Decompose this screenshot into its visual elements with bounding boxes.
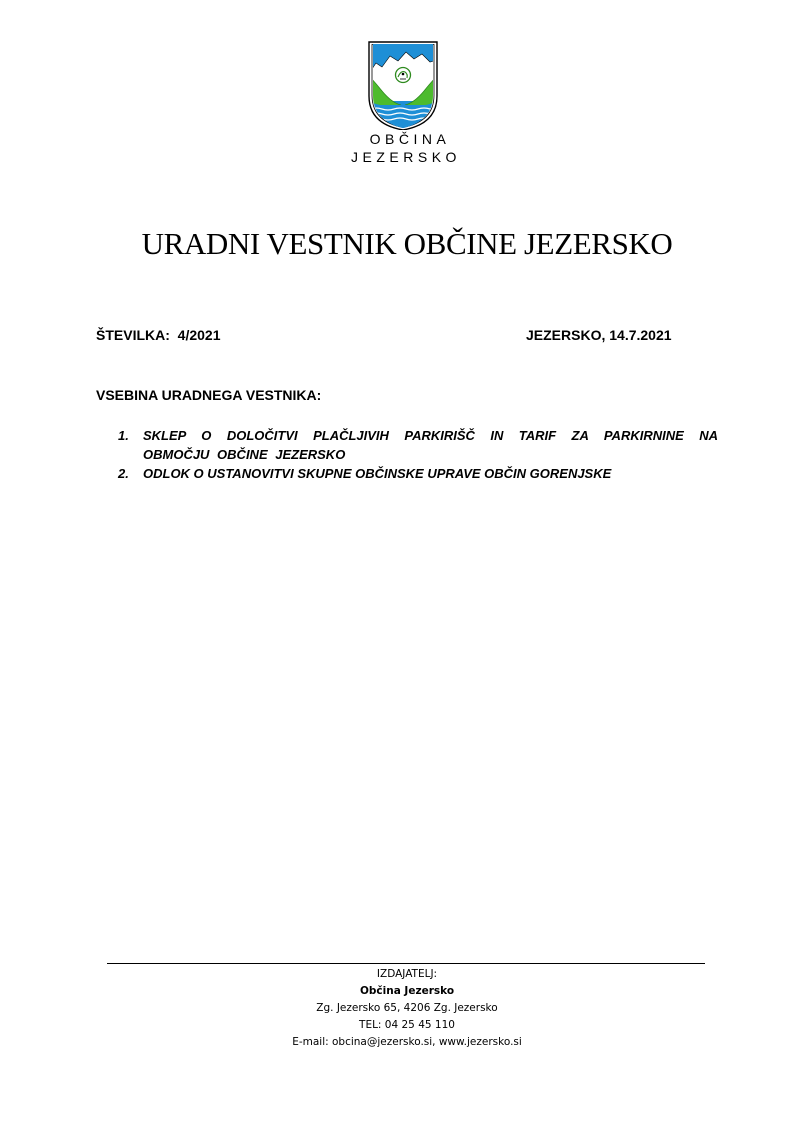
issue-number: ŠTEVILKA: 4/2021 (96, 327, 221, 343)
publisher-phone: TEL: 04 25 45 110 (359, 1019, 455, 1031)
municipality-name-line2: JEZERSKO (351, 149, 461, 165)
publisher-email-website: E-mail: obcina@jezersko.si, www.jezersko.si (292, 1036, 522, 1048)
issue-place-date: JEZERSKO, 14.7.2021 (526, 327, 672, 343)
page-title: URADNI VESTNIK OBČINE JEZERSKO (141, 226, 673, 261)
publisher-label: IZDAJATELJ: (376, 968, 438, 980)
contents-heading: VSEBINA URADNEGA VESTNIKA: (96, 387, 322, 403)
footer-divider (107, 963, 705, 964)
list-item (118, 464, 718, 483)
municipality-name-line1: OBČINA (369, 131, 451, 147)
municipality-coat-of-arms-icon (368, 41, 438, 130)
list-item-number: 1. (118, 428, 129, 443)
list-item-text: ODLOK O USTANOVITVI SKUPNE OBČINSKE UPRAVE OBČIN GORENJSKE (143, 466, 612, 481)
footer (207, 966, 607, 1051)
publisher-address: Zg. Jezersko 65, 4206 Zg. Jezersko (316, 1002, 498, 1014)
list-item-number: 2. (118, 466, 129, 481)
list-item-text: SKLEP O DOLOČITVI PLAČLJIVIH PARKIRIŠČ IN TARIF ZA PARKIRNINE NA OBMOČJU OBČINE JEZERSKO (143, 428, 718, 462)
contents-list (118, 426, 718, 483)
publisher-name: Občina Jezersko (359, 985, 455, 997)
list-item (118, 426, 718, 464)
